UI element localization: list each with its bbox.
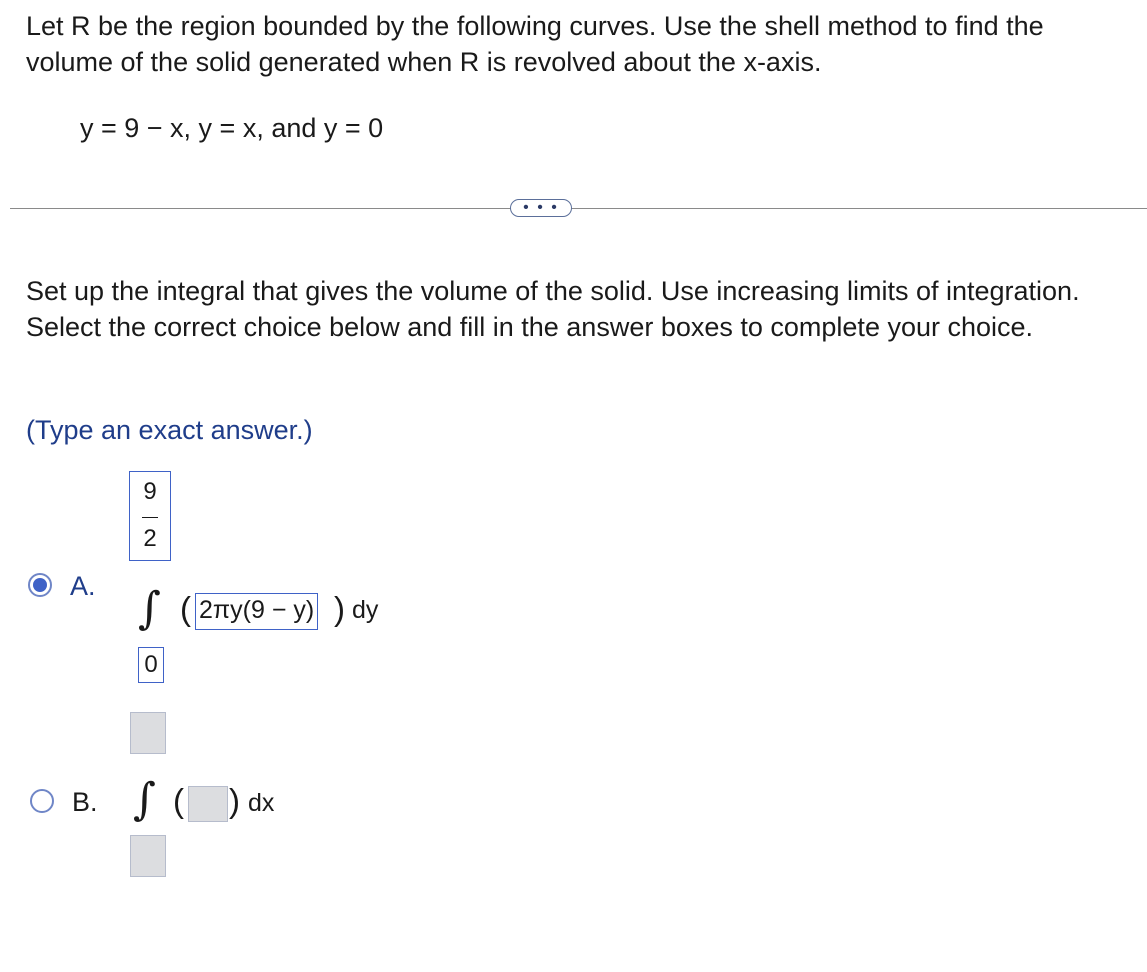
- problem-statement: Let R be the region bounded by the following curves. Use the shell method to find the volume of the solid generated when R is revolved about the x-axis.: [26, 11, 1044, 77]
- close-paren: ): [334, 590, 345, 627]
- choice-a-differential: dy: [352, 596, 379, 624]
- choice-b-label[interactable]: B.: [72, 787, 98, 817]
- upper-limit-denominator: 2: [143, 525, 157, 552]
- fraction-bar: [142, 517, 158, 518]
- choice-a-upper-limit[interactable]: [129, 471, 171, 561]
- choice-a-lower-limit[interactable]: 0: [138, 647, 164, 683]
- choice-a-radio[interactable]: [28, 573, 52, 597]
- choice-b-upper-limit[interactable]: [130, 712, 166, 754]
- integral-sign-icon: ∫: [138, 583, 161, 634]
- curve-equations: y = 9 − x, y = x, and y = 0: [80, 113, 384, 143]
- answer-hint: (Type an exact answer.): [26, 415, 313, 445]
- choice-a-label[interactable]: A.: [70, 571, 96, 601]
- open-paren: (: [173, 782, 184, 819]
- choice-a-integrand[interactable]: 2πy(9 − y): [195, 593, 318, 630]
- question-instructions: Set up the integral that gives the volume of the solid. Use increasing limits of integration. Select the correct choice below and fill in the answer boxes to complete your choice.: [26, 276, 1080, 342]
- choice-b-lower-limit[interactable]: [130, 835, 166, 877]
- choice-b-radio[interactable]: [30, 789, 54, 813]
- show-more-button[interactable]: • • •: [510, 199, 572, 217]
- upper-limit-numerator: 9: [143, 478, 157, 505]
- choice-b-integrand[interactable]: [188, 786, 228, 822]
- close-paren: ): [229, 782, 240, 819]
- choice-b-differential: dx: [248, 789, 275, 817]
- integral-sign-icon: ∫: [133, 774, 156, 825]
- open-paren: (: [180, 590, 191, 627]
- divider: [10, 208, 1147, 209]
